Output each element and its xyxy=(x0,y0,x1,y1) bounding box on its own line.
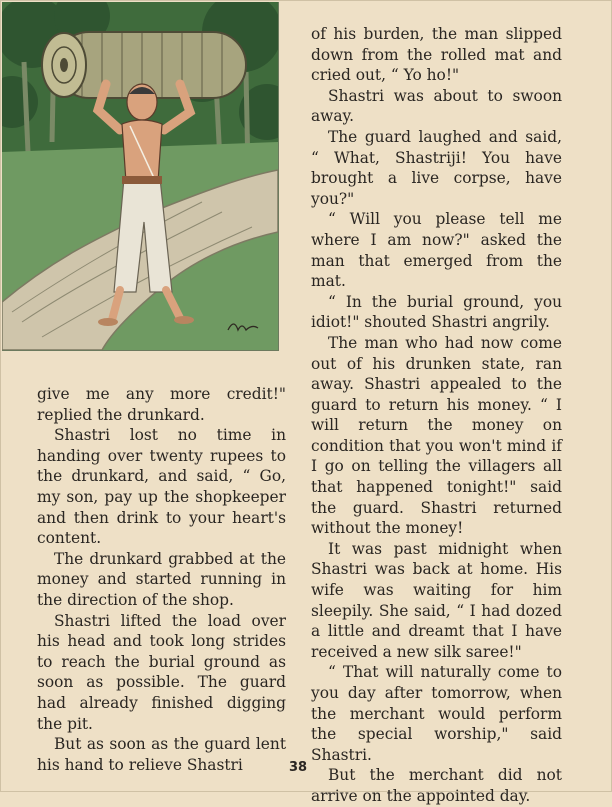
paragraph: But as soon as the guard lent his hand to relieve Shastri xyxy=(37,735,286,774)
paragraph: The guard laughed and said, “ What, Shastriji! You have brought a live corpse, have you?" xyxy=(311,127,562,208)
right-text-column xyxy=(311,24,562,807)
story-illustration xyxy=(2,2,279,351)
page-number: 38 xyxy=(289,760,308,775)
paragraph: The drunkard grabbed at the money and started running in the direction of the shop. xyxy=(37,549,286,609)
paragraph: of his burden, the man slipped down from the rolled mat and cried out, “ Yo ho!" xyxy=(311,25,562,85)
paragraph: The man who had now come out of his drunken state, ran away. Shastri appealed to the guard to return his money. “ I will return the money on condition that you won't mind if I go on telling the villagers all that happened tonight!" said the guard. Shastri returned without the money! xyxy=(311,333,562,538)
left-text-column xyxy=(37,384,286,775)
paragraph: “ Will you please tell me where I am now?" asked the man that emerged from the mat. xyxy=(311,210,562,291)
paragraph: give me any more credit!" replied the drunkard. xyxy=(37,385,286,424)
paragraph: Shastri lifted the load over his head and took long strides to reach the burial ground as soon as possible. The guard had already finished digging the pit. xyxy=(37,611,286,733)
paragraph: “ That will naturally come to you day after tomorrow, when the merchant would perform the special worship," said Shastri. xyxy=(311,663,562,764)
man-carrying-rolled-mat-illustration xyxy=(2,2,278,350)
paragraph: “ In the burial ground, you idiot!" shouted Shastri angrily. xyxy=(311,292,562,332)
paragraph: Shastri was about to swoon away. xyxy=(311,86,562,126)
paragraph: Shastri lost no time in handing over twenty rupees to the drunkard, and said, “ Go, my son, pay up the shopkeeper and then drink to your heart's content. xyxy=(37,426,286,548)
paragraph: But the merchant did not arrive on the appointed day. xyxy=(311,766,562,805)
paragraph: It was past midnight when Shastri was back at home. His wife was waiting for him sleepily. She said, “ I had dozed a little and dreamt that I have received a new silk saree!" xyxy=(311,539,562,661)
